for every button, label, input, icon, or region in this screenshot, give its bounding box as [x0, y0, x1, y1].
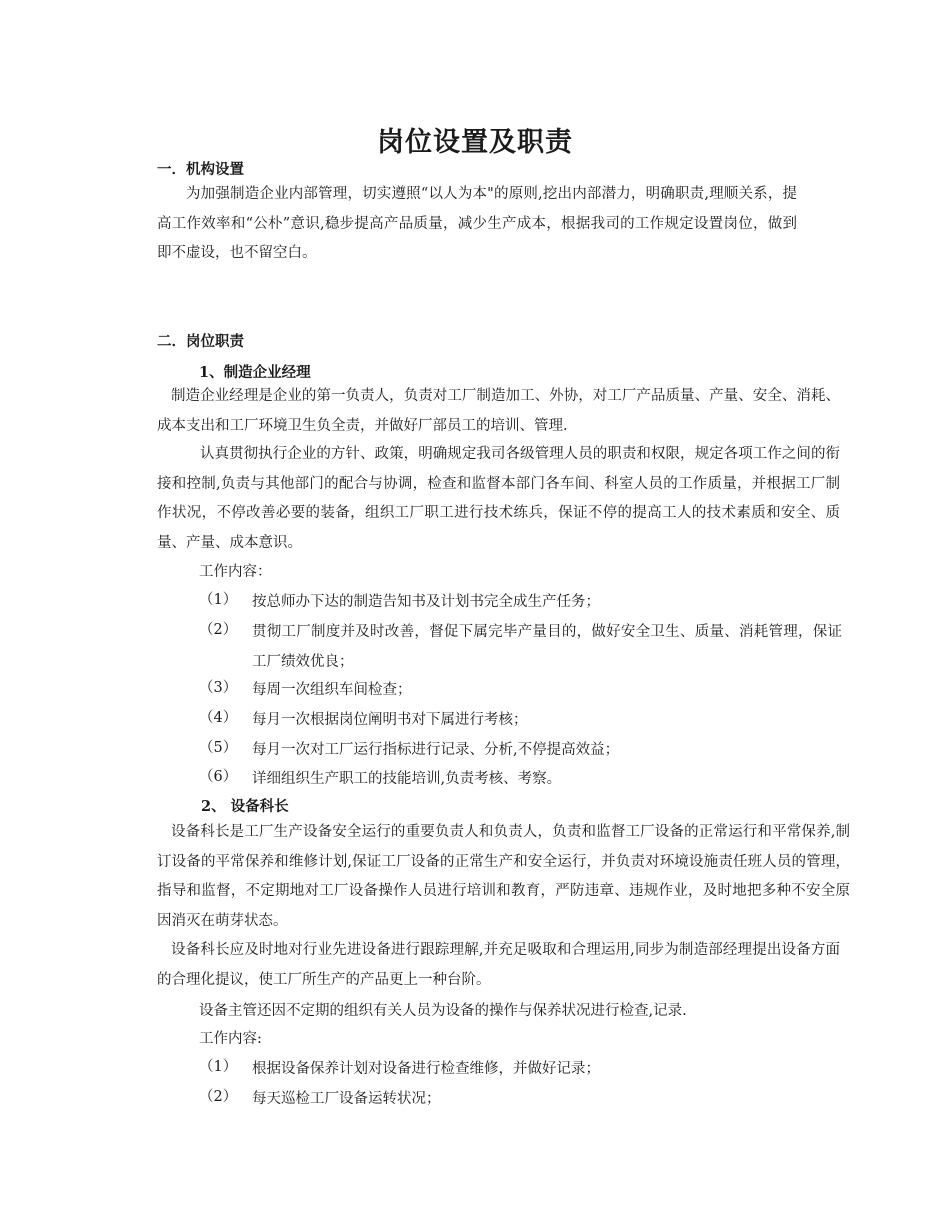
equipment-work-label: 工作内容:	[199, 1031, 262, 1047]
list-item-text: 每周一次组织车间检查；	[252, 682, 412, 698]
manager-work-label: 工作内容：	[199, 564, 272, 580]
list-item-text: 根据设备保养计划对设备进行检查维修，并做好记录；	[252, 1061, 600, 1077]
section-heading-duties: 二．岗位职责	[157, 333, 244, 350]
manager-paragraph-2: 认真贯彻执行企业的方针、政策，明确规定我司各级管理人员的职责和权限，规定各项工作之间的衔接和控制,负责与其他部门的配合与协调，检查和监督本部门各车间、科室人员的工作质量，并根据工厂制作状况，不停改善必要的装备，组织工厂职工进行技术练兵，保证不停的提高工人的技术素质和安全、质量、产量、成本意识。	[157, 446, 840, 551]
list-item-number: （1）	[199, 592, 238, 608]
list-item-text: 每月一次根据岗位阐明书对下属进行考核；	[252, 712, 528, 728]
subheading-manager: 1、制造企业经理	[199, 364, 311, 381]
document-title: 岗位设置及职责	[377, 127, 573, 158]
list-item-number: （1）	[199, 1059, 238, 1075]
list-item-number: （3）	[199, 680, 238, 696]
equipment-paragraph-2: 设备科长应及时地对行业先进设备进行跟踪理解,并充足吸取和合理运用,同步为制造部经理提出设备方面的合理化提议，使工厂所生产的产品更上一种台阶。	[157, 942, 840, 988]
list-item-text: 详细组织生产职工的技能培训,负责考核、考察。	[252, 771, 562, 787]
subheading-equipment: 2、 设备科长	[201, 798, 289, 815]
list-item-number: （2）	[199, 622, 238, 638]
section-heading-organization: 一．机构设置	[157, 161, 244, 178]
manager-paragraph-1: 制造企业经理是企业的第一负责人，负责对工厂制造加工、外协，对工厂产品质量、产量、安全、消耗、成本支出和工厂环境卫生负全责，并做好厂部员工的培训、管理.	[157, 388, 840, 434]
list-item-number: （6）	[199, 769, 238, 785]
equipment-paragraph-1: 设备科长是工厂生产设备安全运行的重要负责人和负责人，负责和监督工厂设备的正常运行和平常保养,制订设备的平常保养和维修计划,保证工厂设备的正常生产和安全运行，并负责对环境设施责任班人员的管理，指导和监督，不定期地对工厂设备操作人员进行培训和教育，严防违章、违规作业，及时地把多种不安全原因消灭在萌芽状态。	[157, 824, 850, 929]
list-item-text: 每月一次对工厂运行指标进行记录、分析,不停提高效益；	[252, 742, 620, 758]
list-item-text: 贯彻工厂制度并及时改善，督促下属完毕产量目的，做好安全卫生、质量、消耗管理，保证工厂绩效优良；	[252, 624, 842, 670]
list-item-text: 每天巡检工厂设备运转状况；	[252, 1091, 441, 1107]
list-item-text: 按总师办下达的制造告知书及计划书完全成生产任务；	[252, 594, 600, 610]
list-item-number: （2）	[199, 1089, 238, 1105]
list-item-number: （4）	[199, 710, 238, 726]
list-item-number: （5）	[199, 740, 238, 756]
section-paragraph-organization: 为加强制造企业内部管理，切实遵照“以人为本"的原则,挖出内部潜力，明确职责,理顺关系，提高工作效率和“公朴”意识,稳步提高产品质量，减少生产成本，根据我司的工作规定设置岗位，做到即不虚设，也不留空白。	[157, 186, 797, 261]
equipment-paragraph-3: 设备主管还因不定期的组织有关人员为设备的操作与保养状况进行检查,记录.	[199, 1003, 687, 1019]
